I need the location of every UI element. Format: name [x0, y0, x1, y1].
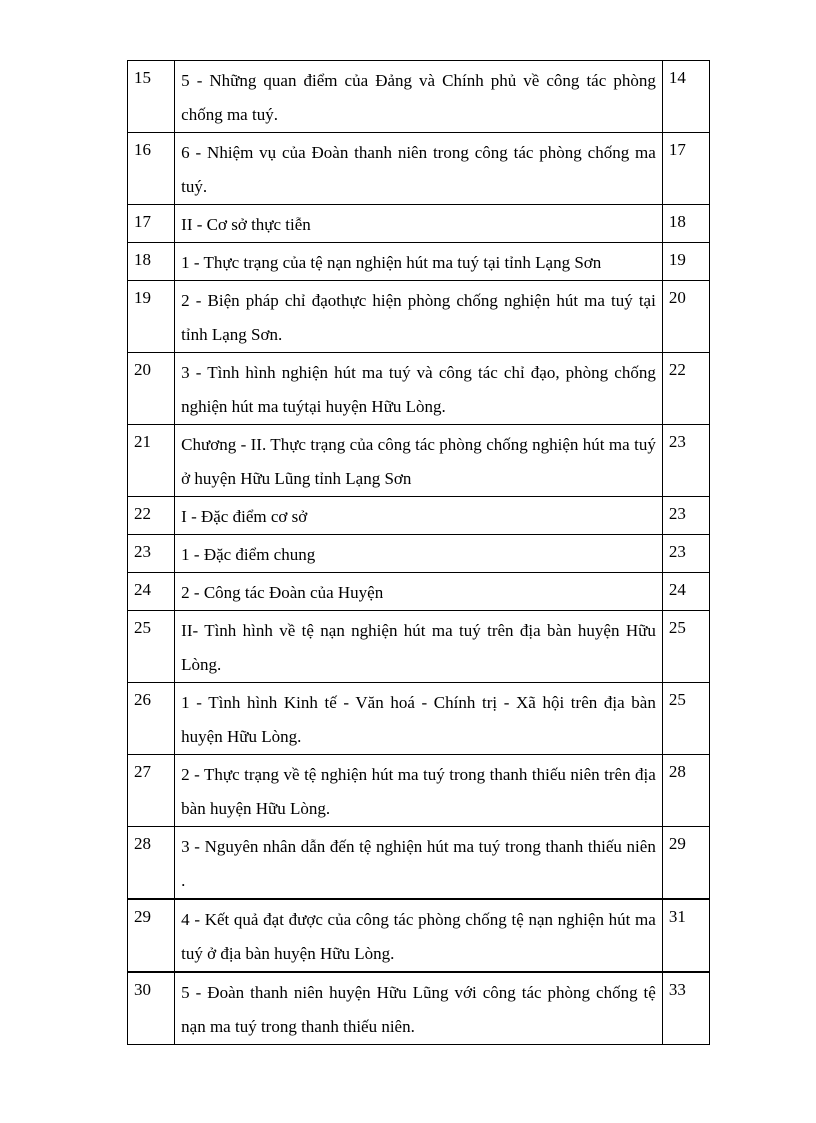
row-title: 1 - Thực trạng của tệ nạn nghiện hút ma tuý tại tỉnh Lạng Sơn [175, 243, 663, 281]
row-title: II - Cơ sở thực tiễn [175, 205, 663, 243]
row-page: 24 [662, 573, 709, 611]
table-row [128, 353, 710, 425]
table-row [128, 133, 710, 205]
table-row [128, 281, 710, 353]
row-number: 17 [128, 205, 175, 243]
table-row [128, 61, 710, 133]
row-page: 23 [662, 497, 709, 535]
row-page: 28 [662, 755, 709, 827]
row-number: 25 [128, 611, 175, 683]
table-row [128, 205, 710, 243]
row-page: 31 [662, 899, 709, 972]
table-row [128, 827, 710, 900]
row-page: 18 [662, 205, 709, 243]
row-number: 18 [128, 243, 175, 281]
table-row [128, 683, 710, 755]
table-row [128, 497, 710, 535]
row-number: 30 [128, 972, 175, 1045]
row-number: 26 [128, 683, 175, 755]
table-row [128, 972, 710, 1045]
row-page: 23 [662, 535, 709, 573]
row-number: 16 [128, 133, 175, 205]
row-title: 3 - Nguyên nhân dẫn đến tệ nghiện hút ma tuý trong thanh thiếu niên . [175, 827, 663, 900]
row-page: 22 [662, 353, 709, 425]
table-row [128, 535, 710, 573]
row-number: 22 [128, 497, 175, 535]
table-of-contents [127, 60, 710, 1045]
table-row [128, 755, 710, 827]
row-title: 2 - Biện pháp chỉ đạothực hiện phòng chống nghiện hút ma tuý tại tỉnh Lạng Sơn. [175, 281, 663, 353]
row-number: 28 [128, 827, 175, 900]
table-row [128, 243, 710, 281]
row-page: 25 [662, 611, 709, 683]
row-title: 3 - Tình hình nghiện hút ma tuý và công tác chỉ đạo, phòng chống nghiện hút ma tuýtại huyện Hữu Lòng. [175, 353, 663, 425]
row-page: 20 [662, 281, 709, 353]
row-number: 27 [128, 755, 175, 827]
row-number: 23 [128, 535, 175, 573]
row-page: 19 [662, 243, 709, 281]
row-title: 4 - Kết quả đạt được của công tác phòng chống tệ nạn nghiện hút ma tuý ở địa bàn huyện Hữu Lòng. [175, 899, 663, 972]
row-number: 19 [128, 281, 175, 353]
row-title: 1 - Đặc điểm chung [175, 535, 663, 573]
row-title: 1 - Tình hình Kinh tế - Văn hoá - Chính trị - Xã hội trên địa bàn huyện Hữu Lòng. [175, 683, 663, 755]
row-number: 15 [128, 61, 175, 133]
row-title: 5 - Những quan điểm của Đảng và Chính phủ về công tác phòng chống ma tuý. [175, 61, 663, 133]
row-title: II- Tình hình về tệ nạn nghiện hút ma tuý trên địa bàn huyện Hữu Lòng. [175, 611, 663, 683]
row-page: 17 [662, 133, 709, 205]
table-row [128, 899, 710, 972]
row-title: 2 - Thực trạng về tệ nghiện hút ma tuý trong thanh thiếu niên trên địa bàn huyện Hữu Lòng. [175, 755, 663, 827]
row-page: 29 [662, 827, 709, 900]
row-number: 29 [128, 899, 175, 972]
row-title: 6 - Nhiệm vụ của Đoàn thanh niên trong công tác phòng chống ma tuý. [175, 133, 663, 205]
table-row [128, 425, 710, 497]
row-number: 20 [128, 353, 175, 425]
row-number: 24 [128, 573, 175, 611]
row-page: 14 [662, 61, 709, 133]
row-page: 33 [662, 972, 709, 1045]
row-title: 5 - Đoàn thanh niên huyện Hữu Lũng với công tác phòng chống tệ nạn ma tuý trong thanh thiếu niên. [175, 972, 663, 1045]
table-row [128, 573, 710, 611]
row-number: 21 [128, 425, 175, 497]
row-page: 25 [662, 683, 709, 755]
row-title: Chương - II. Thực trạng của công tác phòng chống nghiện hút ma tuý ở huyện Hữu Lũng tỉnh Lạng Sơn [175, 425, 663, 497]
row-title: I - Đặc điểm cơ sở [175, 497, 663, 535]
row-title: 2 - Công tác Đoàn của Huyện [175, 573, 663, 611]
table-row [128, 611, 710, 683]
row-page: 23 [662, 425, 709, 497]
